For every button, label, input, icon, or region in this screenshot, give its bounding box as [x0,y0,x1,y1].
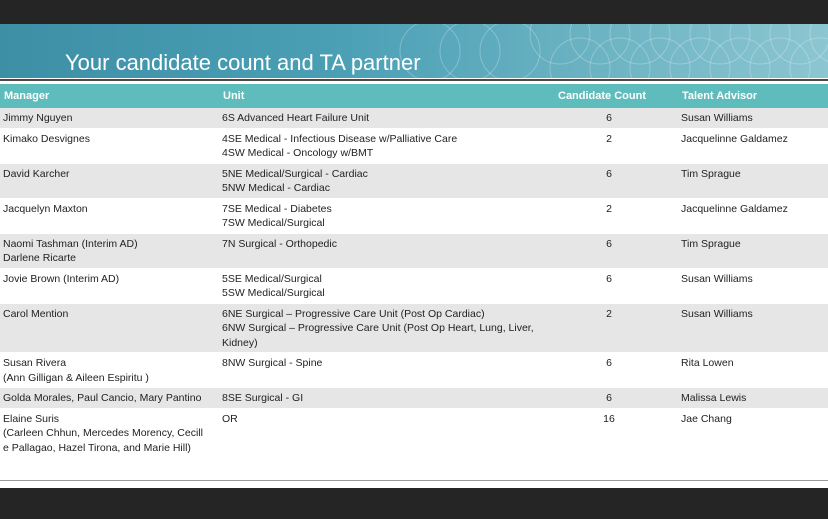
cell-manager-line: Jimmy Nguyen [3,112,73,124]
table-row [0,233,828,268]
cell-candidate-count: 2 [555,303,678,353]
cell-candidate-count: 6 [555,388,678,409]
cell-unit [219,198,555,233]
table-row [0,353,828,388]
header-manager: Manager [0,84,219,108]
cell-talent-advisor: Jacquelinne Galdamez [678,198,828,233]
cell-unit-line: 5SE Medical/Surgical [222,272,322,285]
cell-unit-line: 6S Advanced Heart Failure Unit [222,112,370,124]
cell-manager [0,128,219,163]
table-bottom-rule [0,480,828,481]
table-body [0,108,828,458]
table-row [0,268,828,303]
cell-manager [0,233,219,268]
cell-talent-advisor: Tim Sprague [678,233,828,268]
cell-unit-line: 4SW Medical - Oncology w/BMT [222,147,374,159]
cell-manager [0,108,219,128]
cell-manager-line: David Karcher [3,167,70,180]
cell-manager-line: Golda Morales, Paul Cancio, Mary Pantino [3,392,202,404]
table-row [0,128,828,163]
cell-unit [219,388,555,409]
cell-unit [219,163,555,198]
cell-manager [0,408,219,458]
table-row [0,198,828,233]
cell-manager-line: Jovie Brown (Interim AD) [3,272,120,285]
cell-manager [0,353,219,388]
cell-talent-advisor: Tim Sprague [678,163,828,198]
cell-candidate-count: 2 [555,198,678,233]
cell-unit-line: 5NW Medical - Cardiac [222,182,330,194]
cell-candidate-count: 6 [555,163,678,198]
candidate-table [0,84,828,458]
header-candidate-count: Candidate Count [555,84,678,108]
title-banner [0,24,828,78]
table-row [0,163,828,198]
cell-manager [0,268,219,303]
cell-manager [0,388,219,409]
cell-manager-line: Kimako Desvignes [3,132,90,145]
cell-talent-advisor: Jae Chang [678,408,828,458]
cell-talent-advisor: Susan Williams [678,108,828,128]
cell-unit-line: 5NE Medical/Surgical - Cardiac [222,167,368,180]
table-row [0,303,828,353]
header-talent-advisor: Talent Advisor [678,84,828,108]
cell-unit [219,108,555,128]
cell-manager-line: Naomi Tashman (Interim AD) [3,237,138,250]
cell-candidate-count: 6 [555,108,678,128]
cell-talent-advisor: Rita Lowen [678,353,828,388]
table-row [0,108,828,128]
cell-manager-line: Jacquelyn Maxton [3,202,88,215]
cell-manager-line: Elaine Suris [3,412,60,425]
cell-unit-line: 4SE Medical - Infectious Disease w/Palliative Care [222,132,458,145]
cell-unit-line: 5SW Medical/Surgical [222,287,325,299]
cell-talent-advisor: Susan Williams [678,268,828,303]
table-header-row [0,84,828,108]
title-divider [0,79,828,81]
cell-talent-advisor: Susan Williams [678,303,828,353]
cell-unit-line: 6NE Surgical – Progressive Care Unit (Post Op Cardiac) [222,307,485,320]
cell-manager [0,163,219,198]
cell-unit-line: 7SW Medical/Surgical [222,217,325,229]
cell-unit [219,233,555,268]
cell-manager [0,303,219,353]
cell-manager-line: Carol Mention [3,307,69,320]
cell-unit [219,128,555,163]
table-row [0,388,828,409]
cell-unit [219,303,555,353]
cell-unit-line: OR [222,412,238,425]
cell-candidate-count: 16 [555,408,678,458]
cell-unit-line: 7N Surgical - Orthopedic [222,237,337,250]
cell-manager-line: Susan Rivera [3,357,67,369]
cell-candidate-count: 6 [555,268,678,303]
cell-candidate-count: 6 [555,353,678,388]
cell-candidate-count: 6 [555,233,678,268]
header-unit: Unit [219,84,555,108]
cell-manager-line: e Pallagao, Hazel Tirona, and Marie Hill) [3,441,191,454]
cell-talent-advisor: Malissa Lewis [678,388,828,409]
cell-unit-line: 6NW Surgical – Progressive Care Unit (Post Op Heart, Lung, Liver, Kidney) [222,322,534,349]
cell-manager-line: (Carleen Chhun, Mercedes Morency, Cecill [3,427,203,439]
cell-talent-advisor: Jacquelinne Galdamez [678,128,828,163]
table-row [0,408,828,458]
cell-manager [0,198,219,233]
cell-unit [219,268,555,303]
cell-candidate-count: 2 [555,128,678,163]
slide [0,24,828,488]
page-title: Your candidate count and TA partner [65,50,421,75]
cell-unit [219,408,555,458]
cell-unit-line: 8NW Surgical - Spine [222,357,323,369]
cell-unit-line: 7SE Medical - Diabetes [222,202,332,215]
cell-manager-line: (Ann Gilligan & Aileen Espiritu ) [3,371,149,384]
cell-unit [219,353,555,388]
cell-manager-line: Darlene Ricarte [3,252,76,264]
cell-unit-line: 8SE Surgical - GI [222,392,304,404]
